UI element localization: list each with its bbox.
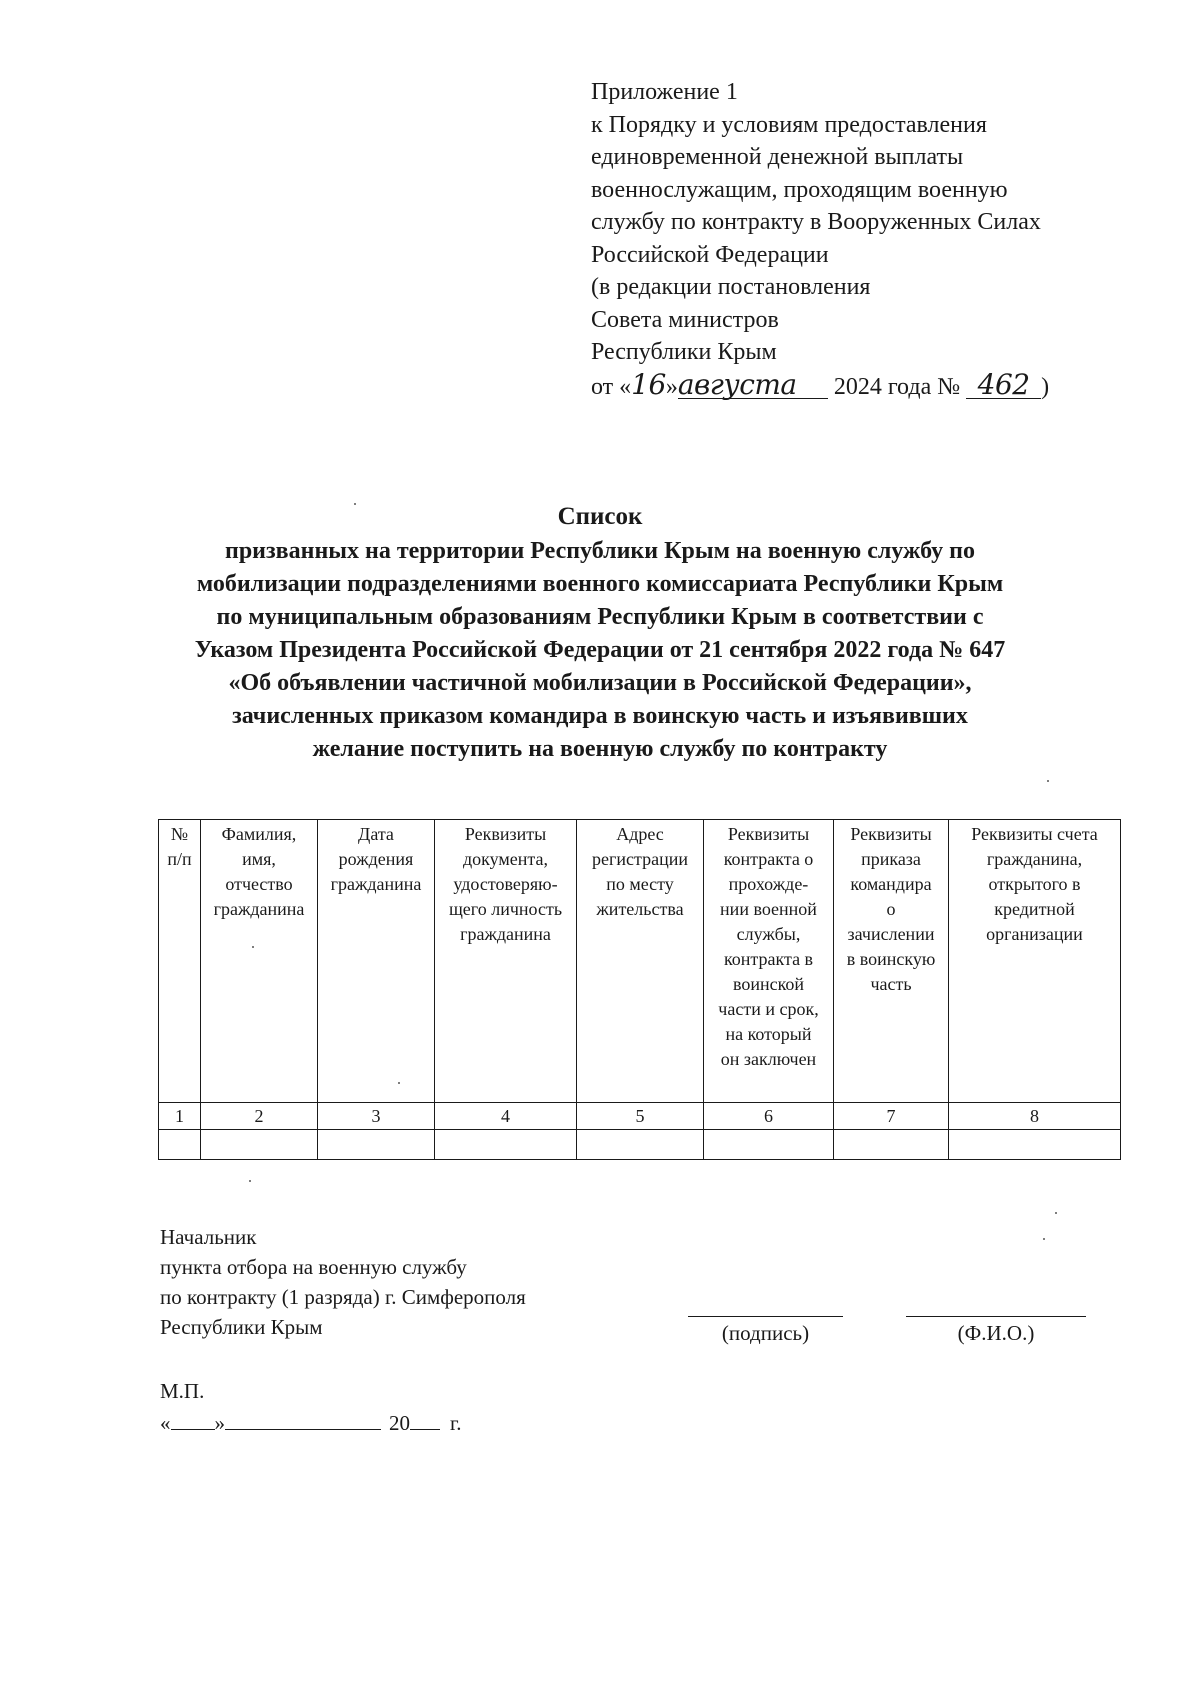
empty-cell (577, 1130, 704, 1160)
column-header-contract (704, 820, 834, 1103)
date-quote-close: » (665, 373, 678, 400)
signatory-line: Начальник (160, 1225, 257, 1249)
title-line: мобилизации подразделениями военного комиссариата Республики Крым (196, 571, 1004, 597)
empty-cell (435, 1130, 577, 1160)
title-line: «Об объявлении частичной мобилизации в Российской Федерации», (228, 670, 972, 696)
header-text: Дата рождения гражданина (330, 824, 422, 894)
date-open-quote: « (160, 1411, 171, 1435)
handwritten-month: августа (678, 372, 828, 399)
signatory-line: пункта отбора на военную службу (160, 1255, 467, 1279)
seal-and-date-block (160, 1375, 462, 1439)
appendix-line: Республики Крым (591, 339, 777, 365)
appendix-line: Приложение 1 (591, 79, 738, 105)
appendix-line: единовременной денежной выплаты (591, 144, 964, 170)
header-text: Реквизиты счета гражданина, открытого в кредитной организации (971, 824, 1098, 944)
header-text: Фамилия, имя, отчество гражданина (213, 824, 305, 919)
signatory-block (160, 1222, 526, 1342)
title-line: по муниципальным образованиям Республики Крым в соответствии с (216, 604, 984, 630)
appendix-line: к Порядку и условиям предоставления (591, 111, 987, 138)
handwritten-day: 16 (631, 367, 666, 401)
column-number-cell: 2 (201, 1103, 318, 1130)
date-prefix: от « (591, 373, 632, 400)
appendix-line: военнослужащим, проходящим военную (591, 176, 1008, 203)
date-close-quote: » (214, 1411, 225, 1435)
scan-speck (1047, 780, 1049, 782)
list-table (158, 819, 1121, 1160)
scan-speck (354, 503, 356, 505)
year-prefix: 20 (389, 1411, 410, 1435)
scan-speck (249, 1180, 251, 1182)
resolution-date-line (591, 369, 1151, 404)
scan-speck (398, 1082, 400, 1084)
table-row (159, 1130, 1121, 1160)
name-field (906, 1316, 1086, 1346)
column-header-bank-account (949, 820, 1121, 1103)
column-header-address (577, 820, 704, 1103)
header-text: Адрес регистрации по месту жительства (592, 824, 688, 919)
table-number-row (159, 1103, 1121, 1130)
title-heading: Список (557, 503, 643, 530)
column-number-cell: 6 (704, 1103, 834, 1130)
paren-close: ) (1041, 373, 1050, 400)
signature-field (688, 1316, 843, 1346)
day-blank (171, 1409, 215, 1430)
header-text: Реквизиты контракта о прохожде- нии военной службы, контракта в воинской части и срок, на который он заключен (718, 824, 819, 1069)
year-blank (410, 1409, 440, 1430)
appendix-line: Российской Федерации (591, 241, 829, 268)
month-blank (225, 1409, 381, 1430)
column-header-number (159, 820, 201, 1103)
title-line: зачисленных приказом командира в воинскую часть и изъявивших (232, 703, 968, 729)
title-line: Указом Президента Российской Федерации от 21 сентября 2022 года № 647 (194, 637, 1006, 663)
column-header-birth-date (318, 820, 435, 1103)
appendix-line: (в редакции постановления (591, 274, 871, 300)
scan-speck (252, 946, 254, 948)
signatory-line: по контракту (1 разряда) г. Симферополя (160, 1285, 526, 1309)
signatory-line: Республики Крым (160, 1315, 323, 1339)
appendix-line: службу по контракту в Вооруженных Силах (591, 209, 1041, 235)
column-number-cell: 8 (949, 1103, 1121, 1130)
column-number-cell: 3 (318, 1103, 435, 1130)
column-number-cell: 4 (435, 1103, 577, 1130)
title-line: желание поступить на военную службу по контракту (312, 736, 888, 762)
empty-cell (159, 1130, 201, 1160)
scan-speck (1055, 1212, 1057, 1214)
empty-cell (318, 1130, 435, 1160)
year-suffix: г. (450, 1411, 462, 1435)
date-line (160, 1407, 462, 1439)
column-header-full-name (201, 820, 318, 1103)
header-text: № п/п (167, 824, 192, 869)
handwritten-resolution-number: 462 (966, 372, 1041, 399)
appendix-line: Совета министров (591, 306, 779, 333)
column-header-id-document (435, 820, 577, 1103)
title-line: призванных на территории Республики Крым на военную службу по (225, 538, 975, 564)
header-text: Реквизиты документа, удостоверяю- щего личность гражданина (448, 824, 563, 944)
table-header-row (159, 820, 1121, 1103)
name-caption: (Ф.И.О.) (906, 1316, 1086, 1346)
scan-speck (1043, 1238, 1045, 1240)
seal-label: М.П. (160, 1379, 205, 1403)
column-number-cell: 7 (834, 1103, 949, 1130)
empty-cell (834, 1130, 949, 1160)
appendix-header (591, 76, 1151, 403)
empty-cell (949, 1130, 1121, 1160)
year-text: 2024 года № (827, 373, 967, 400)
column-header-order (834, 820, 949, 1103)
column-number-cell: 5 (577, 1103, 704, 1130)
empty-cell (704, 1130, 834, 1160)
column-number-cell: 1 (159, 1103, 201, 1130)
signature-caption: (подпись) (688, 1316, 843, 1346)
header-text: Реквизиты приказа командира о зачислении в воинскую часть (846, 824, 936, 994)
empty-cell (201, 1130, 318, 1160)
document-title (150, 500, 1050, 766)
